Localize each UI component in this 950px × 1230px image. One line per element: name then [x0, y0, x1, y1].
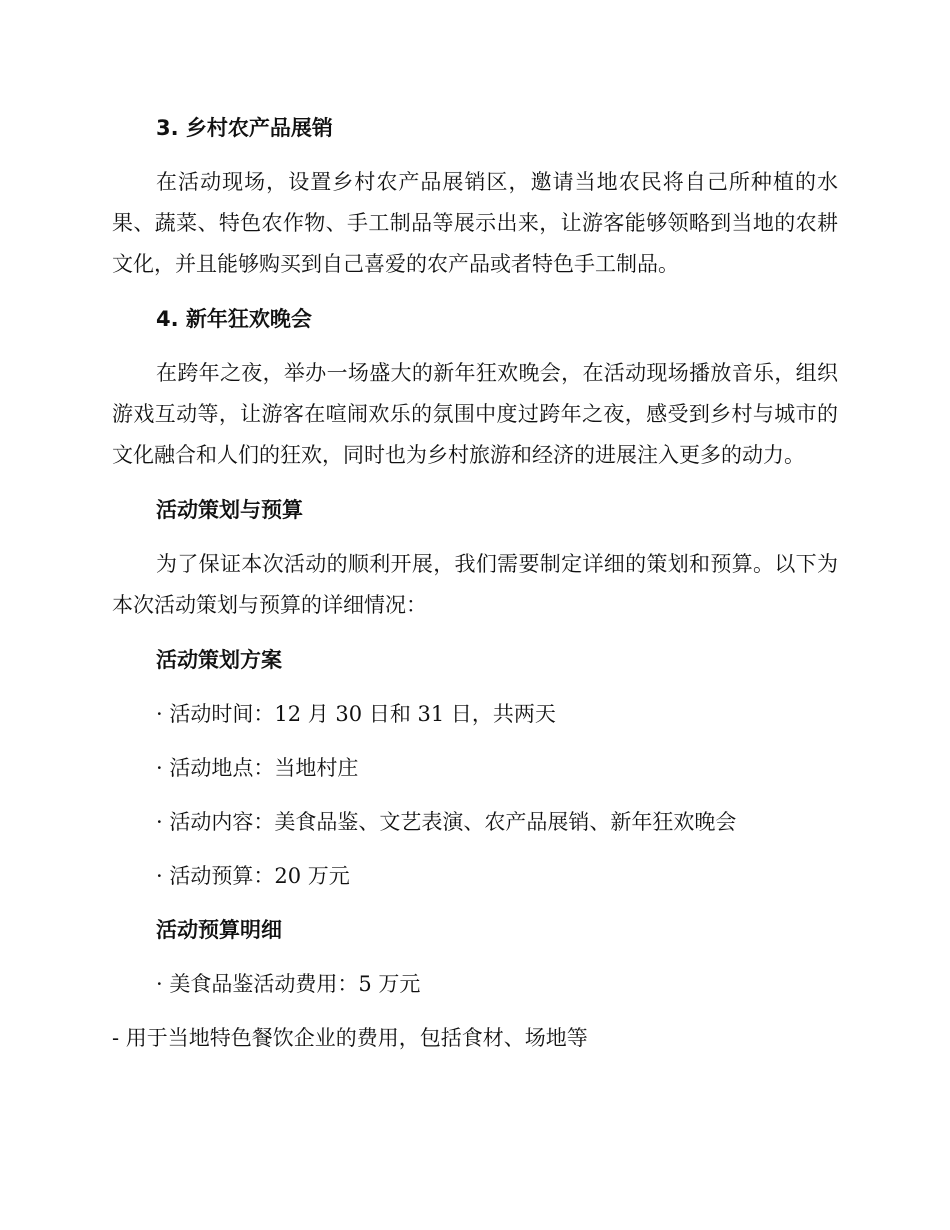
- section-paragraph-3: 在活动现场，设置乡村农产品展销区，邀请当地农民将自己所种植的水果、蔬菜、特色农作物、手工制品等展示出来，让游客能够领略到当地的农耕文化，并且能够购买到自己喜爱的农产品或者特色手工制品。: [112, 170, 838, 276]
- plan-budget-heading: 活动策划与预算: [156, 498, 303, 522]
- scheme-item: · 活动预算：20 万元: [156, 864, 350, 888]
- scheme-item: · 活动地点：当地村庄: [156, 756, 359, 780]
- budget-detail-heading: 活动预算明细: [156, 918, 282, 942]
- budget-item: · 美食品鉴活动费用：5 万元: [156, 972, 421, 996]
- scheme-item: · 活动内容：美食品鉴、文艺表演、农产品展销、新年狂欢晚会: [156, 810, 737, 834]
- section-paragraph-4: 在跨年之夜，举办一场盛大的新年狂欢晚会，在活动现场播放音乐，组织游戏互动等，让游客在喧闹欢乐的氛围中度过跨年之夜，感受到乡村与城市的文化融合和人们的狂欢，同时也为乡村旅游和经济的进展注入更多的动力。: [112, 361, 838, 467]
- section-heading-4: 4. 新年狂欢晚会: [156, 307, 312, 331]
- scheme-item: · 活动时间：12 月 30 日和 31 日，共两天: [156, 702, 556, 726]
- scheme-heading: 活动策划方案: [156, 648, 282, 672]
- section-heading-3: 3. 乡村农产品展销: [156, 116, 333, 140]
- plan-budget-paragraph: 为了保证本次活动的顺利开展，我们需要制定详细的策划和预算。以下为本次活动策划与预算的详细情况：: [112, 552, 838, 617]
- budget-subitem: - 用于当地特色餐饮企业的费用，包括食材、场地等: [112, 1026, 588, 1050]
